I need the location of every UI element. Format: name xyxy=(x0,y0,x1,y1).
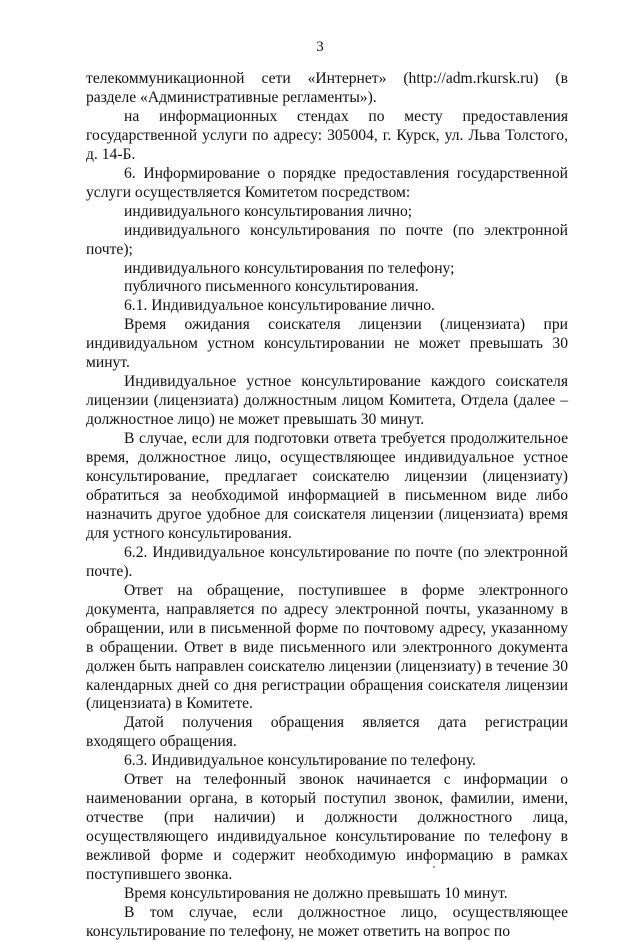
paragraph-phone-answer: Ответ на телефонный звонок начинается с информации о наименовании органа, в который поступил звонок, фамилии, имени, отчестве (при наличии) и должности должностного лица, осуществляющего индивидуальное консультирование по телефону в вежливой форме и содержит необходимую информацию в рамках поступившего звонка. xyxy=(86,771,568,884)
paragraph-electronic-answer: Ответ на обращение, поступившее в форме электронного документа, направляется по адресу электронной почты, указанному в обращении, или в письменной форме по почтовому адресу, указанному в обращении. Ответ в виде письменного или электронного документа должен быть направлен соискателю лицензии (лицензиату) в течение 30 календарных дней со дня регистрации обращения соискателя лицензии (лицензиата) в Комитете. xyxy=(86,581,568,713)
list-item-mail: индивидуального консультирования по почте (по электронной почте); xyxy=(86,221,568,258)
list-item-public: публичного письменного консультирования. xyxy=(124,278,419,296)
paragraph-waiting-time: Время ожидания соискателя лицензии (лицензиата) при индивидуальном устном консультировании не может превышать 30 минут. xyxy=(86,316,568,372)
section-heading-6-3: 6.3. Индивидуальное консультирование по телефону. xyxy=(124,752,476,770)
paragraph-section-6: 6. Информирование о порядке предоставления государственной услуги осуществляется Комитетом посредством: xyxy=(86,164,568,201)
paragraph-long-answer: В случае, если для подготовки ответа требуется продолжительное время, должностное лицо, осуществляющее индивидуальное устное консультирование, предлагает соискателю лицензии (лицензиату) обратиться за необходимой информацией в письменном виде либо назначить другое удобное для соискателя лицензии (лицензиата) время для устного консультирования. xyxy=(86,430,568,542)
section-heading-6-1: 6.1. Индивидуальное консультирование лично. xyxy=(124,297,435,315)
paragraph-cannot-answer: В том случае, если должностное лицо, осуществляющее консультирование по телефону, не может ответить на вопрос по xyxy=(86,903,568,940)
paragraph-info-stands: на информационных стендах по месту предоставления государственной услуги по адресу: 305004, г. Курск, ул. Льва Толстого, д. 14-Б. xyxy=(86,107,568,163)
list-item-personal: индивидуального консультирования лично; xyxy=(124,202,413,220)
paragraph-receipt-date: Датой получения обращения является дата регистрации входящего обращения. xyxy=(86,714,568,751)
section-heading-6-2: 6.2. Индивидуальное консультирование по почте (по электронной почте). xyxy=(86,543,568,580)
scan-speck xyxy=(433,866,435,868)
paragraph-internet-site: телекоммуникационной сети «Интернет» (http://adm.rkursk.ru) (в разделе «Административные регламенты»). xyxy=(86,70,568,106)
paragraph-consult-time: Время консультирования не должно превышать 10 минут. xyxy=(124,884,508,902)
document-body xyxy=(86,70,568,942)
list-item-phone: индивидуального консультирования по телефону; xyxy=(124,259,455,277)
page-number: 3 xyxy=(316,39,324,55)
paragraph-oral-consulting: Индивидуальное устное консультирование каждого соискателя лицензии (лицензиата) должностным лицом Комитета, Отдела (далее – должностное лицо) не может превышать 30 минут. xyxy=(86,373,568,429)
